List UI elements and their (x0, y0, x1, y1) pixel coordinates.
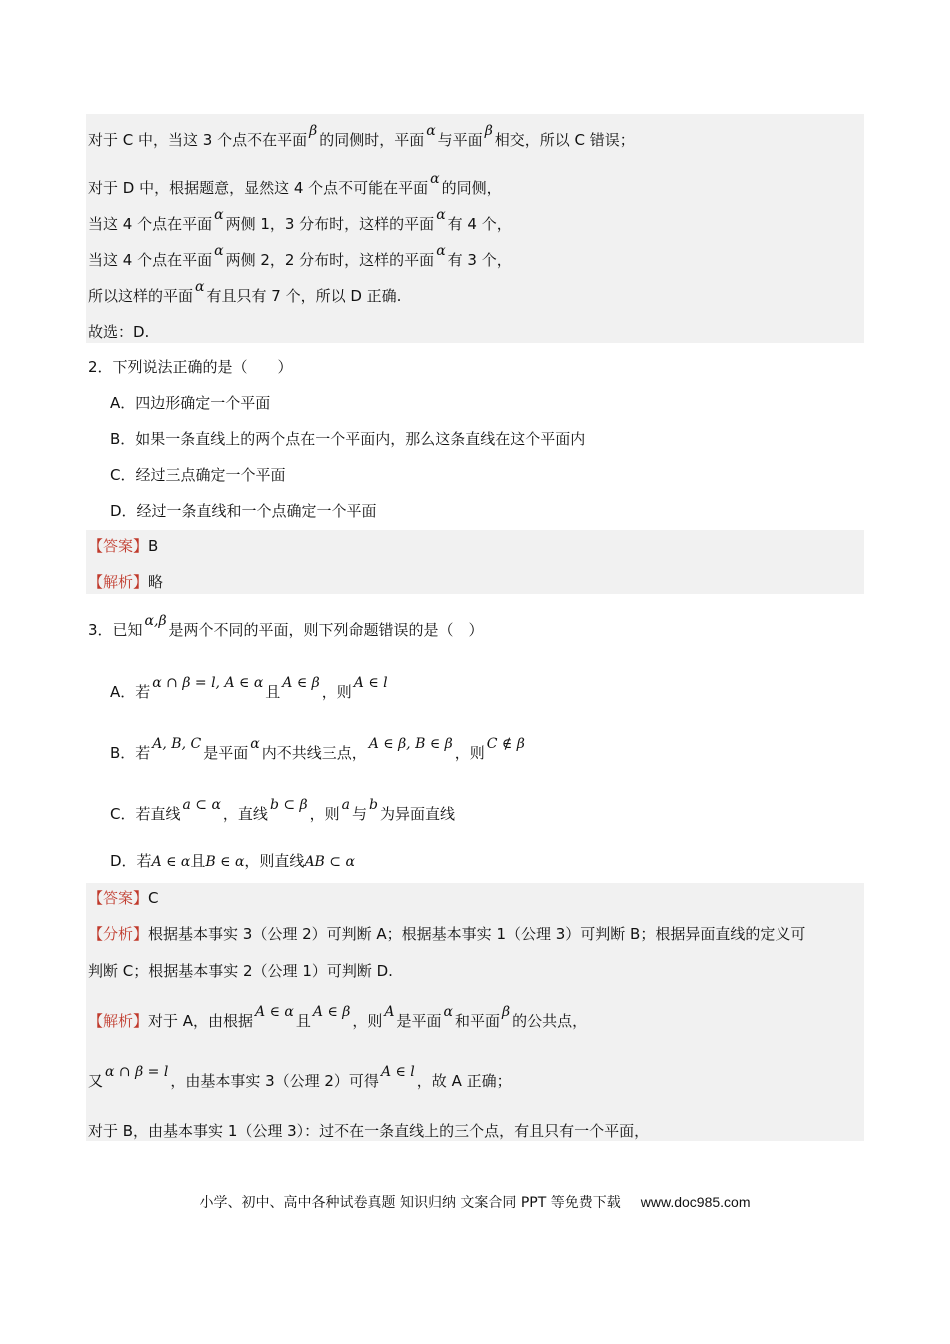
solution-d-line-3: 当这 4 个点在平面 α 两侧 2，2 分布时，这样的平面 α 有 3 个， (88, 243, 512, 269)
q2-analysis: 【解析】略 (88, 573, 164, 591)
answer-tag: 【答案】 (88, 889, 149, 907)
jiexi-tag: 【解析】 (88, 1012, 149, 1030)
q3-jiexi-line-1: 【解析】对于 A，由根据 A ∈ α 且 A ∈ β ，则 A 是平面 α 和平面 β 的公共点， (88, 1004, 588, 1030)
solution-choose: 故选：D. (88, 323, 150, 341)
q3-fenxi-line-2: 判断 C；根据基本事实 2（公理 1）可判断 D. (88, 962, 393, 980)
q3-jiexi-line-2: 又 α ∩ β = l ，由基本事实 3（公理 2）可得 A ∈ l ，故 A 正确； (88, 1064, 512, 1090)
solution-c-line: 对于 C 中，当这 3 个点不在平面 β 的同侧时，平面 α 与平面 β 相交，所以 C 错误； (88, 123, 635, 149)
solution-d-line-1: 对于 D 中，根据题意，显然这 4 个点不可能在平面 α 的同侧， (88, 171, 502, 197)
solution-d-line-2: 当这 4 个点在平面 α 两侧 1，3 分布时，这样的平面 α 有 4 个， (88, 207, 512, 233)
q3-option-b: B．若 A, B, C 是平面 α 内不共线三点， A ∈ β, B ∈ β ，则 C ∉ β (110, 736, 525, 762)
q2-option-c: C．经过三点确定一个平面 (110, 466, 286, 484)
answer-tag: 【答案】 (88, 537, 149, 555)
fenxi-tag: 【分析】 (88, 925, 149, 943)
footer-url[interactable]: www.doc985.com (640, 1194, 751, 1210)
page-footer (0, 1192, 950, 1212)
footer-text: 小学、初中、高中各种试卷真题 知识归纳 文案合同 PPT 等免费下载 (199, 1195, 621, 1211)
q2-stem: 2．下列说法正确的是（ ） (88, 358, 293, 376)
q2-option-d: D．经过一条直线和一个点确定一个平面 (110, 502, 377, 520)
q2-answer: 【答案】B (88, 537, 159, 555)
solution-d-line-4: 所以这样的平面 α 有且只有 7 个，所以 D 正确. (88, 279, 402, 305)
q2-option-b: B．如果一条直线上的两个点在一个平面内，那么这条直线在这个平面内 (110, 430, 586, 448)
q3-option-c: C．若直线 a ⊂ α ，直线 b ⊂ β ，则 a 与 b 为异面直线 (110, 797, 455, 823)
analysis-tag: 【解析】 (88, 573, 149, 591)
q2-option-a: A．四边形确定一个平面 (110, 394, 271, 412)
q3-stem: 3．已知 α,β 是两个不同的平面，则下列命题错误的是（ ） (88, 613, 484, 639)
q3-fenxi-line-1: 【分析】根据基本事实 3（公理 2）可判断 A；根据基本事实 1（公理 3）可判断 B；根据异面直线的定义可 (88, 925, 806, 943)
answer-band-q2 (86, 530, 864, 594)
q3-option-d: D．若A ∈ α且B ∈ α，则直线AB ⊂ α (110, 852, 355, 870)
q3-option-a: A．若 α ∩ β = l, A ∈ α 且 A ∈ β ，则 A ∈ l (110, 675, 388, 701)
q3-answer: 【答案】C (88, 889, 159, 907)
q3-jiexi-line-3: 对于 B，由基本事实 1（公理 3）：过不在一条直线上的三个点，有且只有一个平面， (88, 1122, 650, 1140)
